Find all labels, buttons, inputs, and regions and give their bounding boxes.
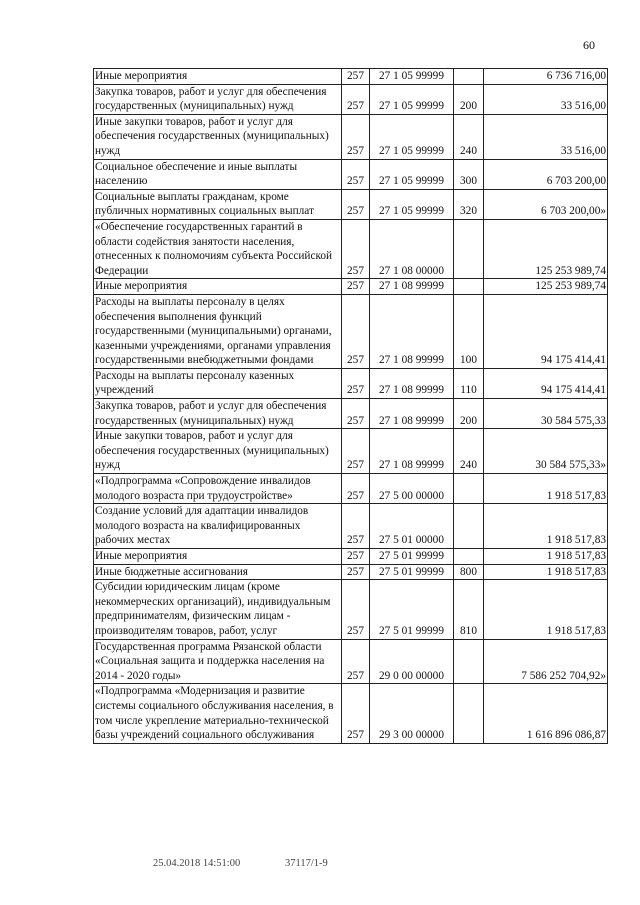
row-amount-cell: 33 516,00 bbox=[484, 114, 608, 159]
row-section-cell: 27 1 08 99999 bbox=[370, 429, 454, 474]
row-expense-type-cell: 320 bbox=[454, 189, 484, 219]
row-code-cell: 257 bbox=[342, 159, 370, 189]
row-expense-type-cell: 240 bbox=[454, 114, 484, 159]
row-name-cell: Социальное обеспечение и иные выплаты населению bbox=[94, 159, 342, 189]
row-expense-type-cell bbox=[454, 639, 484, 684]
row-section-cell: 27 5 01 99999 bbox=[370, 549, 454, 565]
row-code-cell: 257 bbox=[342, 219, 370, 278]
row-name-cell: Иные закупки товаров, работ и услуг для обеспечения государственных (муниципальных) нужд bbox=[94, 114, 342, 159]
row-section-cell: 27 1 05 99999 bbox=[370, 159, 454, 189]
row-name-cell: Иные бюджетные ассигнования bbox=[94, 564, 342, 580]
row-name-cell: Расходы на выплаты персоналу казенных учреждений bbox=[94, 368, 342, 398]
row-amount-cell: 1 918 517,83 bbox=[484, 564, 608, 580]
row-expense-type-cell: 300 bbox=[454, 159, 484, 189]
table-row bbox=[94, 219, 608, 278]
row-section-cell: 29 3 00 00000 bbox=[370, 684, 454, 743]
row-section-cell: 29 0 00 00000 bbox=[370, 639, 454, 684]
row-amount-cell: 30 584 575,33 bbox=[484, 399, 608, 429]
row-section-cell: 27 5 00 00000 bbox=[370, 474, 454, 504]
row-section-cell: 27 1 05 99999 bbox=[370, 84, 454, 114]
row-amount-cell: 94 175 414,41 bbox=[484, 294, 608, 368]
row-section-cell: 27 1 08 99999 bbox=[370, 368, 454, 398]
row-expense-type-cell bbox=[454, 69, 484, 85]
row-section-cell: 27 1 08 00000 bbox=[370, 219, 454, 278]
page-number: 60 bbox=[583, 38, 595, 52]
row-expense-type-cell bbox=[454, 684, 484, 743]
row-name-cell: Субсидии юридическим лицам (кроме некоммерческих организаций), индивидуальным предпринимателям, физическим лицам - производителям товаров, работ, услуг bbox=[94, 580, 342, 639]
row-section-cell: 27 5 01 00000 bbox=[370, 504, 454, 549]
row-name-cell: Закупка товаров, работ и услуг для обеспечения государственных (муниципальных) нужд bbox=[94, 399, 342, 429]
row-expense-type-cell bbox=[454, 219, 484, 278]
row-expense-type-cell: 200 bbox=[454, 399, 484, 429]
row-name-cell: Социальные выплаты гражданам, кроме публичных нормативных социальных выплат bbox=[94, 189, 342, 219]
row-section-cell: 27 5 01 99999 bbox=[370, 564, 454, 580]
table-row bbox=[94, 564, 608, 580]
footer-doc-id: 37117/1-9 bbox=[285, 858, 328, 869]
row-code-cell: 257 bbox=[342, 279, 370, 295]
row-amount-cell: 1 918 517,83 bbox=[484, 580, 608, 639]
row-amount-cell: 94 175 414,41 bbox=[484, 368, 608, 398]
row-code-cell: 257 bbox=[342, 684, 370, 743]
row-name-cell: Иные мероприятия bbox=[94, 549, 342, 565]
table-row bbox=[94, 189, 608, 219]
row-code-cell: 257 bbox=[342, 639, 370, 684]
table-row bbox=[94, 639, 608, 684]
row-section-cell: 27 1 08 99999 bbox=[370, 279, 454, 295]
table-row bbox=[94, 114, 608, 159]
table-row bbox=[94, 84, 608, 114]
row-code-cell: 257 bbox=[342, 580, 370, 639]
row-code-cell: 257 bbox=[342, 189, 370, 219]
row-name-cell: Создание условий для адаптации инвалидов молодого возраста на квалифицированных рабочих местах bbox=[94, 504, 342, 549]
row-code-cell: 257 bbox=[342, 399, 370, 429]
row-expense-type-cell: 200 bbox=[454, 84, 484, 114]
row-section-cell: 27 1 05 99999 bbox=[370, 69, 454, 85]
table-row bbox=[94, 399, 608, 429]
row-code-cell: 257 bbox=[342, 84, 370, 114]
row-name-cell: «Подпрограмма «Модернизация и развитие системы социального обслуживания населения, в том числе укрепление материально-технической базы учреждений социального обслуживания bbox=[94, 684, 342, 743]
row-section-cell: 27 5 01 99999 bbox=[370, 580, 454, 639]
row-code-cell: 257 bbox=[342, 549, 370, 565]
table-row bbox=[94, 159, 608, 189]
row-section-cell: 27 1 05 99999 bbox=[370, 114, 454, 159]
row-expense-type-cell bbox=[454, 279, 484, 295]
table-row bbox=[94, 368, 608, 398]
row-name-cell: Иные мероприятия bbox=[94, 279, 342, 295]
row-code-cell: 257 bbox=[342, 114, 370, 159]
row-name-cell: Закупка товаров, работ и услуг для обеспечения государственных (муниципальных) нужд bbox=[94, 84, 342, 114]
table-row bbox=[94, 69, 608, 85]
row-code-cell: 257 bbox=[342, 368, 370, 398]
footer-datetime: 25.04.2018 14:51:00 bbox=[153, 858, 241, 869]
table-row bbox=[94, 429, 608, 474]
row-amount-cell: 6 703 200,00 bbox=[484, 159, 608, 189]
row-name-cell: Иные закупки товаров, работ и услуг для обеспечения государственных (муниципальных) нужд bbox=[94, 429, 342, 474]
table-row bbox=[94, 504, 608, 549]
row-section-cell: 27 1 08 99999 bbox=[370, 399, 454, 429]
row-amount-cell: 33 516,00 bbox=[484, 84, 608, 114]
row-code-cell: 257 bbox=[342, 429, 370, 474]
row-expense-type-cell: 100 bbox=[454, 294, 484, 368]
row-name-cell: Расходы на выплаты персоналу в целях обеспечения выполнения функций государственными (муниципальными) органами, казенными учреждениями, органами управления государственными внебюджетными фондами bbox=[94, 294, 342, 368]
row-expense-type-cell: 110 bbox=[454, 368, 484, 398]
row-amount-cell: 7 586 252 704,92» bbox=[484, 639, 608, 684]
table-row bbox=[94, 294, 608, 368]
row-amount-cell: 1 918 517,83 bbox=[484, 474, 608, 504]
row-expense-type-cell: 800 bbox=[454, 564, 484, 580]
row-code-cell: 257 bbox=[342, 564, 370, 580]
row-section-cell: 27 1 08 99999 bbox=[370, 294, 454, 368]
row-amount-cell: 1 918 517,83 bbox=[484, 549, 608, 565]
table-row bbox=[94, 549, 608, 565]
row-section-cell: 27 1 05 99999 bbox=[370, 189, 454, 219]
row-amount-cell: 30 584 575,33» bbox=[484, 429, 608, 474]
table-row bbox=[94, 474, 608, 504]
budget-table-body bbox=[94, 69, 608, 744]
row-name-cell: «Обеспечение государственных гарантий в области содействия занятости населения, отнесенных к полномочиям субъекта Российской Федерации bbox=[94, 219, 342, 278]
row-code-cell: 257 bbox=[342, 69, 370, 85]
row-expense-type-cell bbox=[454, 504, 484, 549]
table-row bbox=[94, 279, 608, 295]
row-expense-type-cell: 240 bbox=[454, 429, 484, 474]
row-code-cell: 257 bbox=[342, 474, 370, 504]
row-name-cell: Государственная программа Рязанской области «Социальная защита и поддержка населения на 2014 - 2020 годы» bbox=[94, 639, 342, 684]
row-name-cell: «Подпрограмма «Сопровождение инвалидов молодого возраста при трудоустройстве» bbox=[94, 474, 342, 504]
row-code-cell: 257 bbox=[342, 294, 370, 368]
row-expense-type-cell bbox=[454, 474, 484, 504]
table-row bbox=[94, 684, 608, 743]
row-amount-cell: 6 703 200,00» bbox=[484, 189, 608, 219]
row-expense-type-cell bbox=[454, 549, 484, 565]
row-amount-cell: 125 253 989,74 bbox=[484, 219, 608, 278]
row-amount-cell: 1 918 517,83 bbox=[484, 504, 608, 549]
table-row bbox=[94, 580, 608, 639]
row-expense-type-cell: 810 bbox=[454, 580, 484, 639]
row-amount-cell: 1 616 896 086,87 bbox=[484, 684, 608, 743]
row-name-cell: Иные мероприятия bbox=[94, 69, 342, 85]
row-amount-cell: 125 253 989,74 bbox=[484, 279, 608, 295]
row-code-cell: 257 bbox=[342, 504, 370, 549]
budget-table bbox=[93, 68, 608, 744]
row-amount-cell: 6 736 716,00 bbox=[484, 69, 608, 85]
